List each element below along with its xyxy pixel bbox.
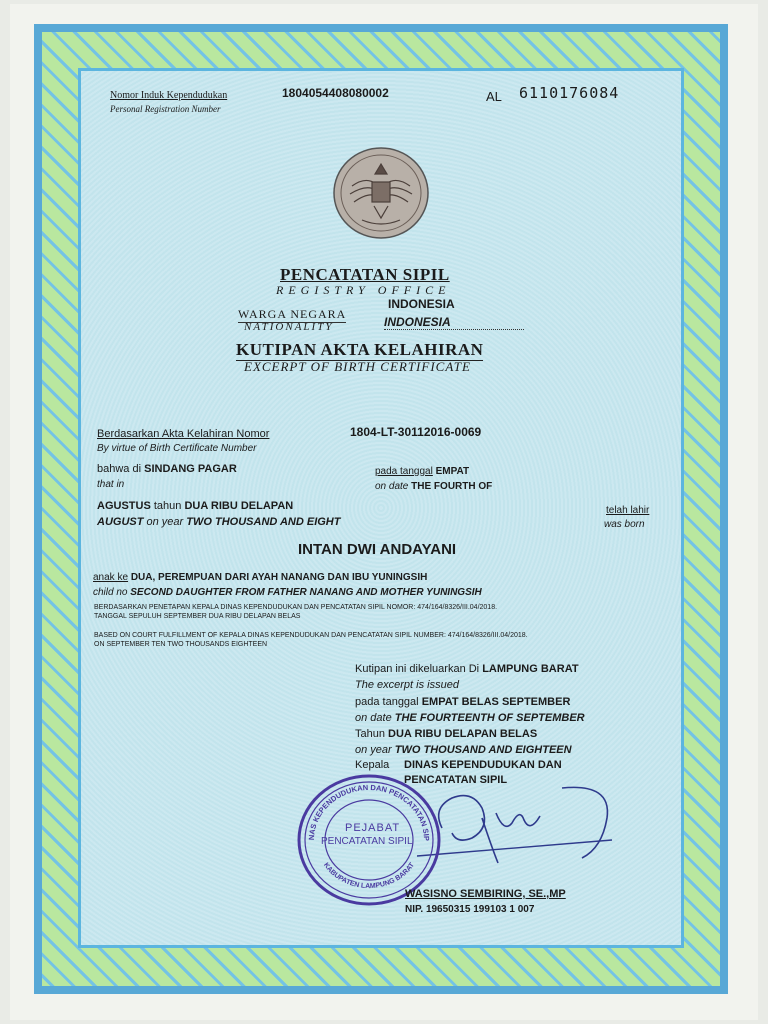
born-label: telah lahir xyxy=(606,505,650,516)
child-of-line-en xyxy=(93,587,482,598)
note-id-1: BERDASARKAN PENETAPAN KEPALA DINAS KEPENDUDUKAN DAN PENCATATAN SIPIL NOMOR: 474/164/8326/III.04/2018. xyxy=(94,604,498,611)
place-label: bahwa di xyxy=(97,463,142,475)
issue-year-value: DUA RIBU DELAPAN BELAS xyxy=(388,728,538,740)
cert-number-label-en: By virtue of Birth Certificate Number xyxy=(97,443,257,454)
year-label-en: on year xyxy=(146,516,184,528)
issued-label: Kutipan ini dikeluarkan Di xyxy=(355,663,480,675)
cert-number-value: 1804-LT-30112016-0069 xyxy=(350,425,482,439)
official-nip: NIP. 19650315 199103 1 007 xyxy=(405,904,535,915)
office-line-1: DINAS KEPENDUDUKAN DAN xyxy=(404,759,562,771)
stamp-center-line-2: PENCATATAN SIPIL xyxy=(321,836,413,847)
place-label-en: that in xyxy=(97,479,125,490)
note-en-2: ON SEPTEMBER TEN TWO THOUSANDS EIGHTEEN xyxy=(94,641,268,648)
issue-date-line-en xyxy=(355,712,585,724)
citizenship-value: INDONESIA xyxy=(388,297,455,311)
issue-date-value: EMPAT BELAS SEPTEMBER xyxy=(421,696,571,708)
issue-date-value-en: THE FOURTEENTH OF SEPTEMBER xyxy=(394,712,585,724)
serial-number: 6110176084 xyxy=(519,84,620,102)
year-line-en xyxy=(97,516,340,528)
issue-year-line-en xyxy=(355,744,572,756)
child-of-line xyxy=(93,572,427,583)
document-title-en: EXCERPT OF BIRTH CERTIFICATE xyxy=(244,359,471,374)
citizenship-value-en: INDONESIA xyxy=(384,315,524,330)
issue-year-value-en: TWO THOUSAND AND EIGHTEEN xyxy=(394,744,572,756)
month-value: AGUSTUS xyxy=(97,500,151,512)
cert-number-label: Berdasarkan Akta Kelahiran Nomor xyxy=(97,428,270,440)
garuda-emblem-icon xyxy=(332,146,430,240)
place-value: SINDANG PAGAR xyxy=(144,463,237,475)
official-name: WASISNO SEMBIRING, SE.,MP xyxy=(405,888,566,900)
child-of-value-en: SECOND DAUGHTER FROM FATHER NANANG AND MOTHER YUNINGSIH xyxy=(130,587,482,598)
year-label: tahun xyxy=(153,500,182,512)
year-line xyxy=(97,500,293,512)
issue-year-line xyxy=(355,728,537,740)
month-value-en: AUGUST xyxy=(97,516,144,528)
head-label: Kepala xyxy=(355,759,390,771)
citizenship-label-en: NATIONALITY xyxy=(244,321,334,333)
child-of-value: DUA, PEREMPUAN DARI AYAH NANANG DAN IBU YUNINGSIH xyxy=(130,572,428,583)
issued-label-en: The excerpt is issued xyxy=(355,679,459,691)
date-label: pada tanggal xyxy=(375,466,433,477)
date-value: EMPAT xyxy=(435,466,470,477)
signature xyxy=(412,778,622,878)
citizenship-label: WARGA NEGARA xyxy=(238,307,347,321)
issue-date-label: pada tanggal xyxy=(355,696,419,708)
nik-value: 1804054408080002 xyxy=(282,86,389,100)
year-value-en: TWO THOUSAND AND EIGHT xyxy=(186,516,341,528)
issue-date-label-en: on date xyxy=(355,712,392,724)
note-en-1: BASED ON COURT FULFILLMENT OF KEPALA DINAS KEPENDUDUKAN DAN PENCATATAN SIPIL NUMBER: 474/164/8326/III.04/2018. xyxy=(94,632,528,639)
child-of-label: anak ke xyxy=(93,572,129,583)
registry-title: PENCATATAN SIPIL xyxy=(280,265,450,284)
date-line-en xyxy=(375,481,492,492)
issue-date-line xyxy=(355,696,570,708)
stamp-center-line-1: PEJABAT xyxy=(345,822,401,834)
serial-prefix: AL xyxy=(486,89,502,104)
note-id-2: TANGGAL SEPULUH SEPTEMBER DUA RIBU DELAPAN BELAS xyxy=(94,613,301,620)
stamp-ring-bottom: KABUPATEN LAMPUNG BARAT xyxy=(321,861,417,891)
child-name: INTAN DWI ANDAYANI xyxy=(298,541,457,558)
issued-line xyxy=(355,663,579,675)
office-line-2: PENCATATAN SIPIL xyxy=(404,774,508,786)
child-of-label-en: child no xyxy=(93,587,128,598)
nik-label-en: Personal Registration Number xyxy=(110,104,221,114)
year-value: DUA RIBU DELAPAN xyxy=(184,500,294,512)
date-label-en: on date xyxy=(375,481,409,492)
date-value-en: THE FOURTH OF xyxy=(411,481,493,492)
document-title: KUTIPAN AKTA KELAHIRAN xyxy=(236,340,484,359)
issue-year-label: Tahun xyxy=(355,728,385,740)
date-line xyxy=(375,466,469,477)
stamp-ring-top: NAS KEPENDUDUKAN DAN PENCATATAN SIP xyxy=(306,782,432,842)
born-label-en: was born xyxy=(604,519,645,530)
nik-label: Nomor Induk Kependudukan xyxy=(110,90,228,101)
issue-year-label-en: on year xyxy=(355,744,392,756)
registry-title-en: REGISTRY OFFICE xyxy=(276,283,451,297)
issued-place: LAMPUNG BARAT xyxy=(482,663,579,675)
place-line xyxy=(97,463,237,475)
